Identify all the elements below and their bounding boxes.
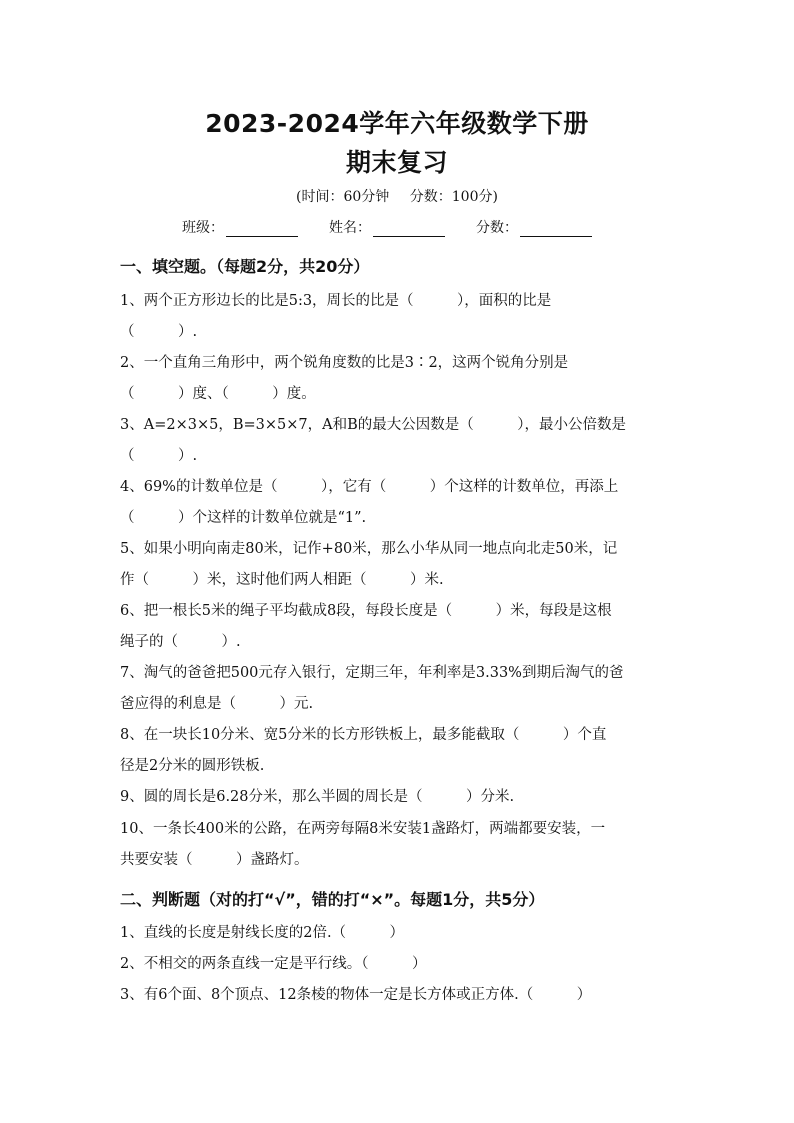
question-line: 9、圆的周长是6.28分米，那么半圆的周长是（ ）分米. [120,789,515,805]
title-line-1: 2023-2024学年六年级数学下册 [205,109,589,138]
time-limit: (时间：60分钟 [296,189,390,205]
question-fill-9 [120,782,680,813]
question-line: 绳子的（ ）. [120,634,241,650]
question-line: 2、一个直角三角形中，两个锐角度数的比是3∶2，这两个锐角分别是 [120,355,569,371]
question-line: （ ）度、（ ）度。 [120,386,316,402]
question-line: 5、如果小明向南走80米，记作+80米，那么小华从同一地点向北走50米，记 [120,541,618,557]
question-fill-3 [120,410,680,472]
question-line: 4、69%的计数单位是（ ），它有（ ）个这样的计数单位，再添上 [120,479,619,495]
title-line-2: 期末复习 [345,148,448,177]
question-line: 6、把一根长5米的绳子平均截成8段，每段长度是（ ）米，每段是这根 [120,603,612,619]
section-judge-heading: 二、判断题（对的打“√”，错的打“×”。每题1分，共5分） [120,890,545,909]
score-blank[interactable] [520,220,592,237]
question-line: 8、在一块长10分米、宽5分米的长方形铁板上，最多能截取（ ）个直 [120,727,607,743]
name-label: 姓名： [329,220,371,236]
total-score: 分数：100分) [409,189,498,205]
question-judge-3 [120,980,680,1011]
question-fill-7 [120,658,680,720]
question-line: 7、淘气的爸爸把500元存入银行，定期三年，年利率是3.33%到期后淘气的爸 [120,665,624,681]
question-fill-4 [120,472,680,534]
question-line: （ ）. [120,324,198,340]
question-line: （ ）. [120,448,198,464]
name-blank[interactable] [373,220,445,237]
question-line: 爸应得的利息是（ ）元. [120,696,314,712]
question-fill-1 [120,286,680,348]
question-line: 2、不相交的两条直线一定是平行线。（ ） [120,956,427,972]
question-line: 1、直线的长度是射线长度的2倍.（ ） [120,925,405,941]
question-fill-2 [120,348,680,410]
class-blank[interactable] [226,220,298,237]
question-judge-1 [120,918,680,949]
question-line: 3、A=2×3×5，B=3×5×7，A和B的最大公因数是（ ），最小公倍数是 [120,417,626,433]
question-judge-2 [120,949,680,980]
section-fill-in-heading: 一、填空题。（每题2分，共20分） [120,257,370,276]
question-line: 径是2分米的圆形铁板. [120,758,265,774]
question-fill-10 [120,814,680,876]
student-info [182,217,623,237]
name-field [329,217,445,237]
class-field [182,217,298,237]
question-line: （ ）个这样的计数单位就是“1”. [120,510,367,526]
class-label: 班级： [182,220,224,236]
score-label: 分数： [476,220,518,236]
question-fill-8 [120,720,680,782]
exam-meta [0,186,794,206]
question-fill-5 [120,534,680,596]
question-line: 1、两个正方形边长的比是5:3，周长的比是（ ），面积的比是 [120,293,552,309]
question-line: 共要安装（ ）盏路灯。 [120,852,309,868]
question-line: 作（ ）米，这时他们两人相距（ ）米. [120,572,444,588]
question-line: 10、一条长400米的公路，在两旁每隔8米安装1盏路灯，两端都要安装，一 [120,821,606,837]
question-line: 3、有6个面、8个顶点、12条棱的物体一定是长方体或正方体.（ ） [120,987,592,1003]
question-fill-6 [120,596,680,658]
score-field [476,217,592,237]
